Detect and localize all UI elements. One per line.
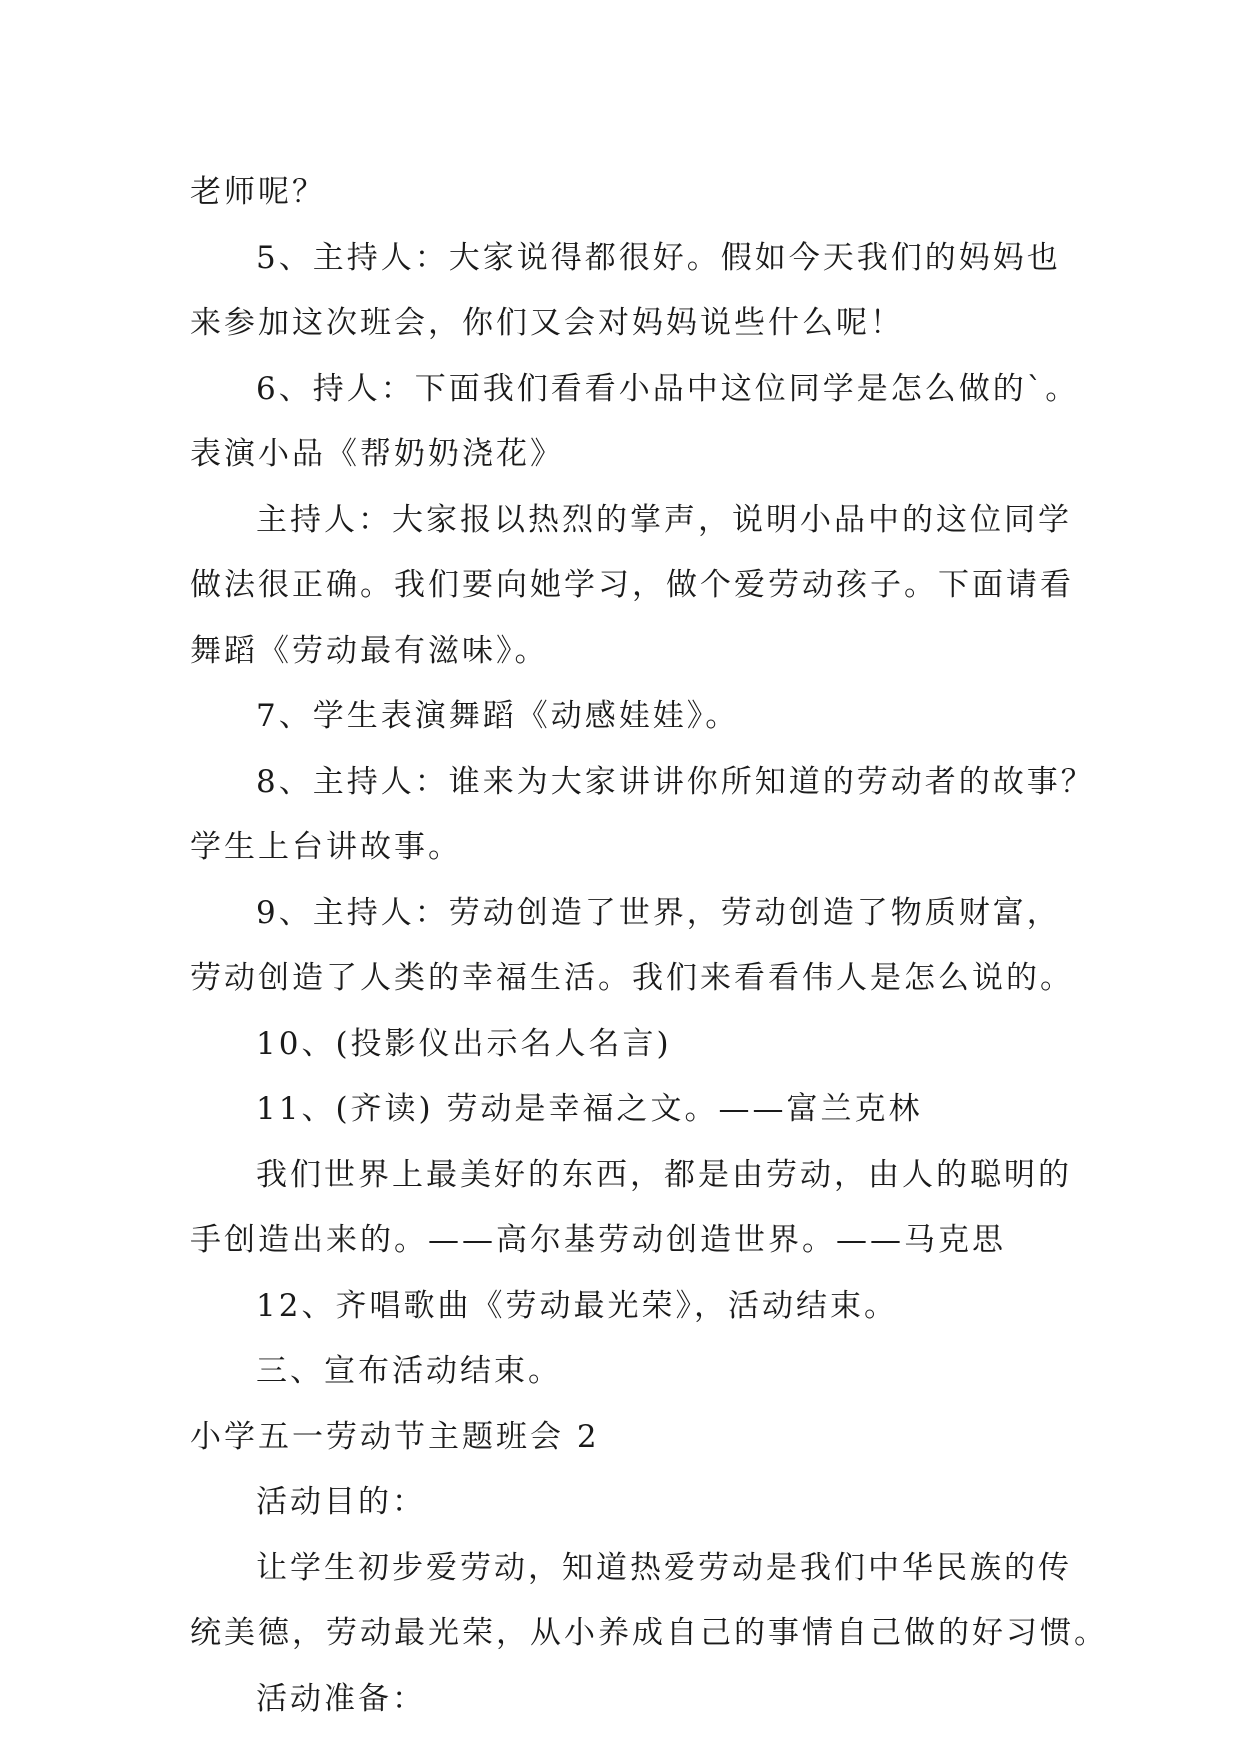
text-line: 活动准备： <box>256 1680 426 1717</box>
text-line: 11、(齐读) 劳动是幸福之文。——富兰克林 <box>256 1091 923 1127</box>
text-line: 6、持人：下面我们看看小品中这位同学是怎么做的`。 <box>256 370 1080 407</box>
text-line: 7、学生表演舞蹈《动感娃娃》。 <box>256 698 740 734</box>
text-line: 舞蹈《劳动最有滋味》。 <box>190 632 549 669</box>
text-line: 主持人：大家报以热烈的掌声，说明小品中的这位同学 <box>256 501 1072 538</box>
text-line: 劳动创造了人类的幸福生活。我们来看看伟人是怎么说的。 <box>190 960 1074 996</box>
text-line: 来参加这次班会，你们又会对妈妈说些什么呢！ <box>190 305 904 341</box>
body-text <box>190 160 1108 1732</box>
text-line: 12、齐唱歌曲《劳动最光荣》，活动结束。 <box>256 1287 898 1324</box>
text-line: 10、(投影仪出示名人名言) <box>256 1025 672 1062</box>
text-line: 学生上台讲故事。 <box>190 829 462 865</box>
text-line: 5、主持人：大家说得都很好。假如今天我们的妈妈也 <box>256 239 1061 276</box>
text-line: 表演小品《帮奶奶浇花》 <box>190 436 564 472</box>
text-line: 我们世界上最美好的东西，都是由劳动，由人的聪明的 <box>256 1156 1072 1193</box>
text-line: 老师呢？ <box>190 174 326 210</box>
text-line: 做法很正确。我们要向她学习，做个爱劳动孩子。下面请看 <box>190 567 1074 603</box>
text-line: 手创造出来的。——高尔基劳动创造世界。——马克思 <box>190 1222 1006 1258</box>
text-line: 三、宣布活动结束。 <box>256 1353 562 1389</box>
text-line: 让学生初步爱劳动，知道热爱劳动是我们中华民族的传 <box>256 1549 1072 1586</box>
text-line: 小学五一劳动节主题班会 2 <box>190 1418 600 1455</box>
text-line: 统美德，劳动最光荣，从小养成自己的事情自己做的好习惯。 <box>190 1615 1108 1651</box>
text-line: 活动目的： <box>256 1484 426 1520</box>
text-line: 8、主持人：谁来为大家讲讲你所知道的劳动者的故事？ <box>256 763 1095 800</box>
text-line: 9、主持人：劳动创造了世界，劳动创造了物质财富， <box>256 894 1061 931</box>
